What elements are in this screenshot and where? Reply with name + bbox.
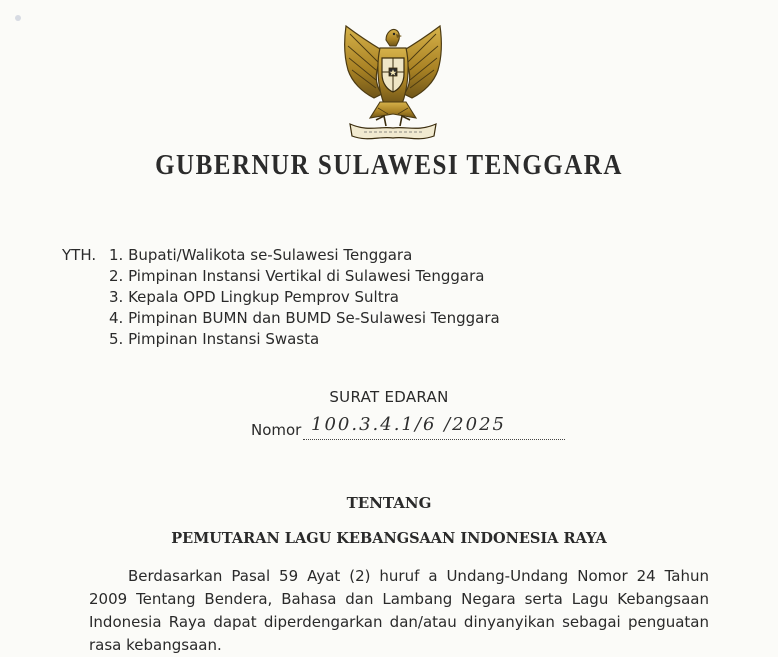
- circular-title: SURAT EDARAN: [329, 388, 449, 406]
- circular-number: [251, 414, 506, 439]
- number-label: Nomor: [251, 421, 302, 439]
- number-dotted-line: [303, 439, 565, 440]
- addressee-item: 4. Pimpinan BUMN dan BUMD Se-Sulawesi Tenggara: [109, 309, 500, 327]
- addressee-label: YTH.: [62, 246, 97, 264]
- scan-speck: [15, 15, 21, 21]
- subject-title: PEMUTARAN LAGU KEBANGSAAN INDONESIA RAYA: [171, 530, 607, 547]
- letterhead-title: GUBERNUR SULAWESI TENGGARA: [155, 150, 623, 181]
- addressee-item: 3. Kepala OPD Lingkup Pemprov Sultra: [109, 288, 399, 306]
- number-value: 100.3.4.1/6 /2025: [311, 414, 506, 435]
- subject-label: TENTANG: [346, 494, 432, 512]
- addressee-item: 1. Bupati/Walikota se-Sulawesi Tenggara: [109, 246, 413, 264]
- addressee-item: 2. Pimpinan Instansi Vertikal di Sulawesi Tenggara: [109, 267, 485, 285]
- body-paragraph: Berdasarkan Pasal 59 Ayat (2) huruf a Undang-Undang Nomor 24 Tahun 2009 Tentang Bendera, Bahasa dan Lambang Negara serta Lagu Kebangsaan Indonesia Raya dapat diperdengarkan dan/atau dinyanyikan sebagai penguatan rasa kebangsaan.: [89, 567, 709, 654]
- addressee-item: 5. Pimpinan Instansi Swasta: [109, 330, 320, 348]
- addressee-block: [62, 245, 500, 350]
- garuda-emblem-icon: [338, 22, 448, 144]
- addressee-list: [62, 245, 500, 350]
